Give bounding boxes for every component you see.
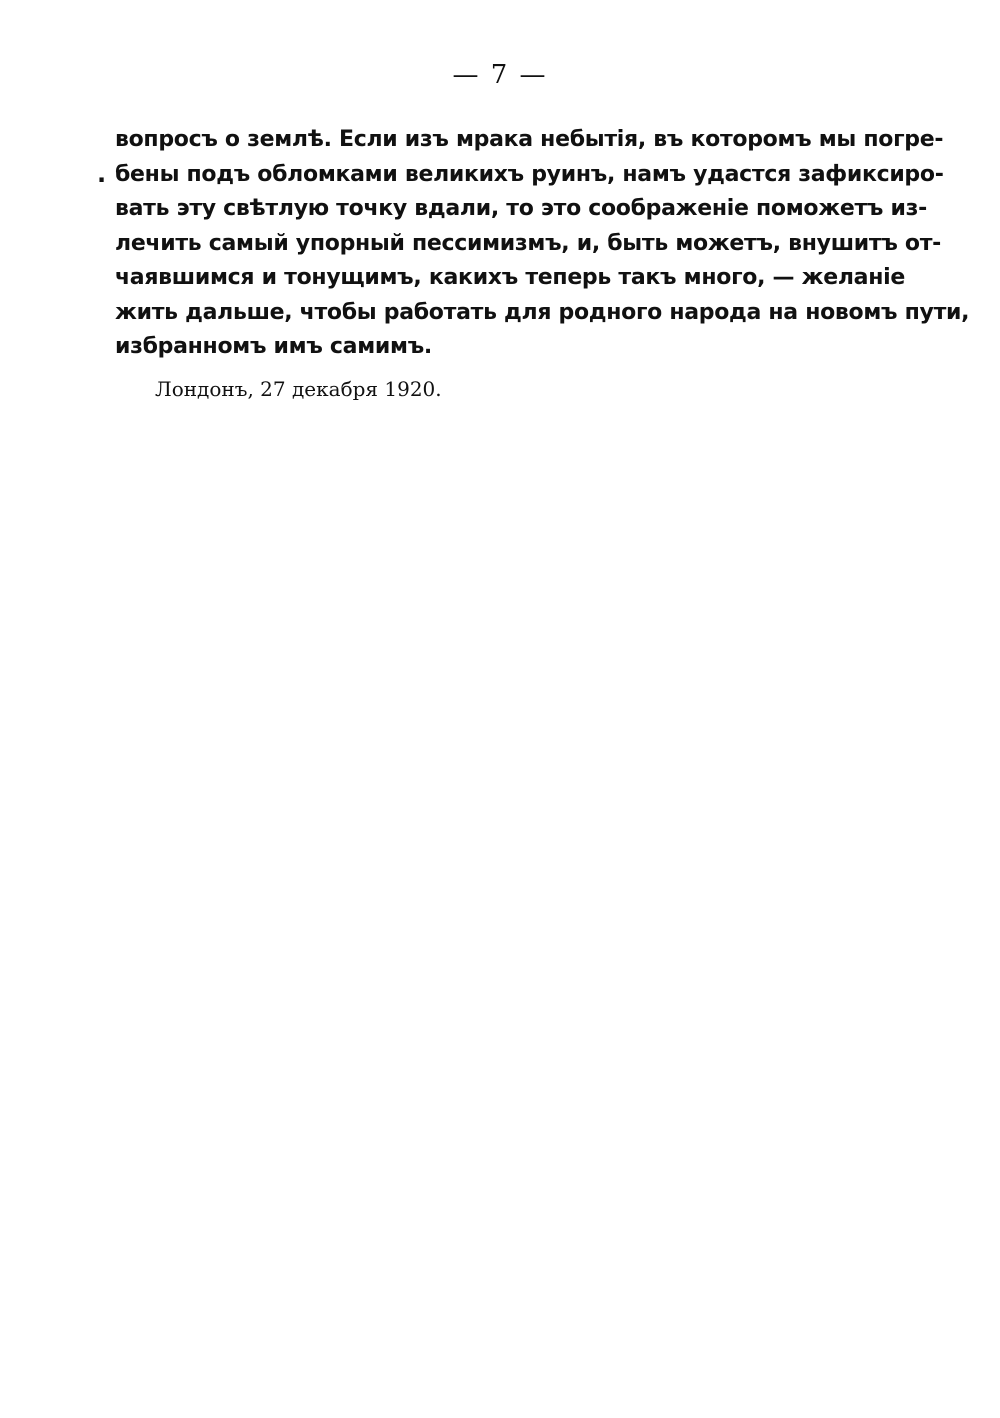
text-line: жить дальше, чтобы работать для родного народа на новомъ пути, — [115, 299, 970, 325]
body-paragraph — [115, 123, 970, 365]
text-line: бены подъ обломками великихъ руинъ, намъ удастся зафиксиро- — [115, 161, 944, 187]
text-line: избранномъ имъ самимъ. — [115, 334, 432, 359]
text-line: вопросъ о землѣ. Если изъ мрака небытія, въ которомъ мы погре- — [115, 127, 944, 152]
margin-mark: . — [97, 160, 107, 188]
text-line: вать эту свѣтлую точку вдали, то это соображеніе поможетъ из- — [115, 196, 927, 221]
text-line: лечить самый упорный пессимизмъ, и, быть можетъ, внушитъ от- — [115, 230, 942, 256]
page-number: — 7 — — [452, 60, 548, 90]
text-line: чаявшимся и тонущимъ, какихъ теперь такъ много, — желаніе — [115, 265, 905, 290]
place-date-signature: Лондонъ, 27 декабря 1920. — [155, 377, 442, 401]
